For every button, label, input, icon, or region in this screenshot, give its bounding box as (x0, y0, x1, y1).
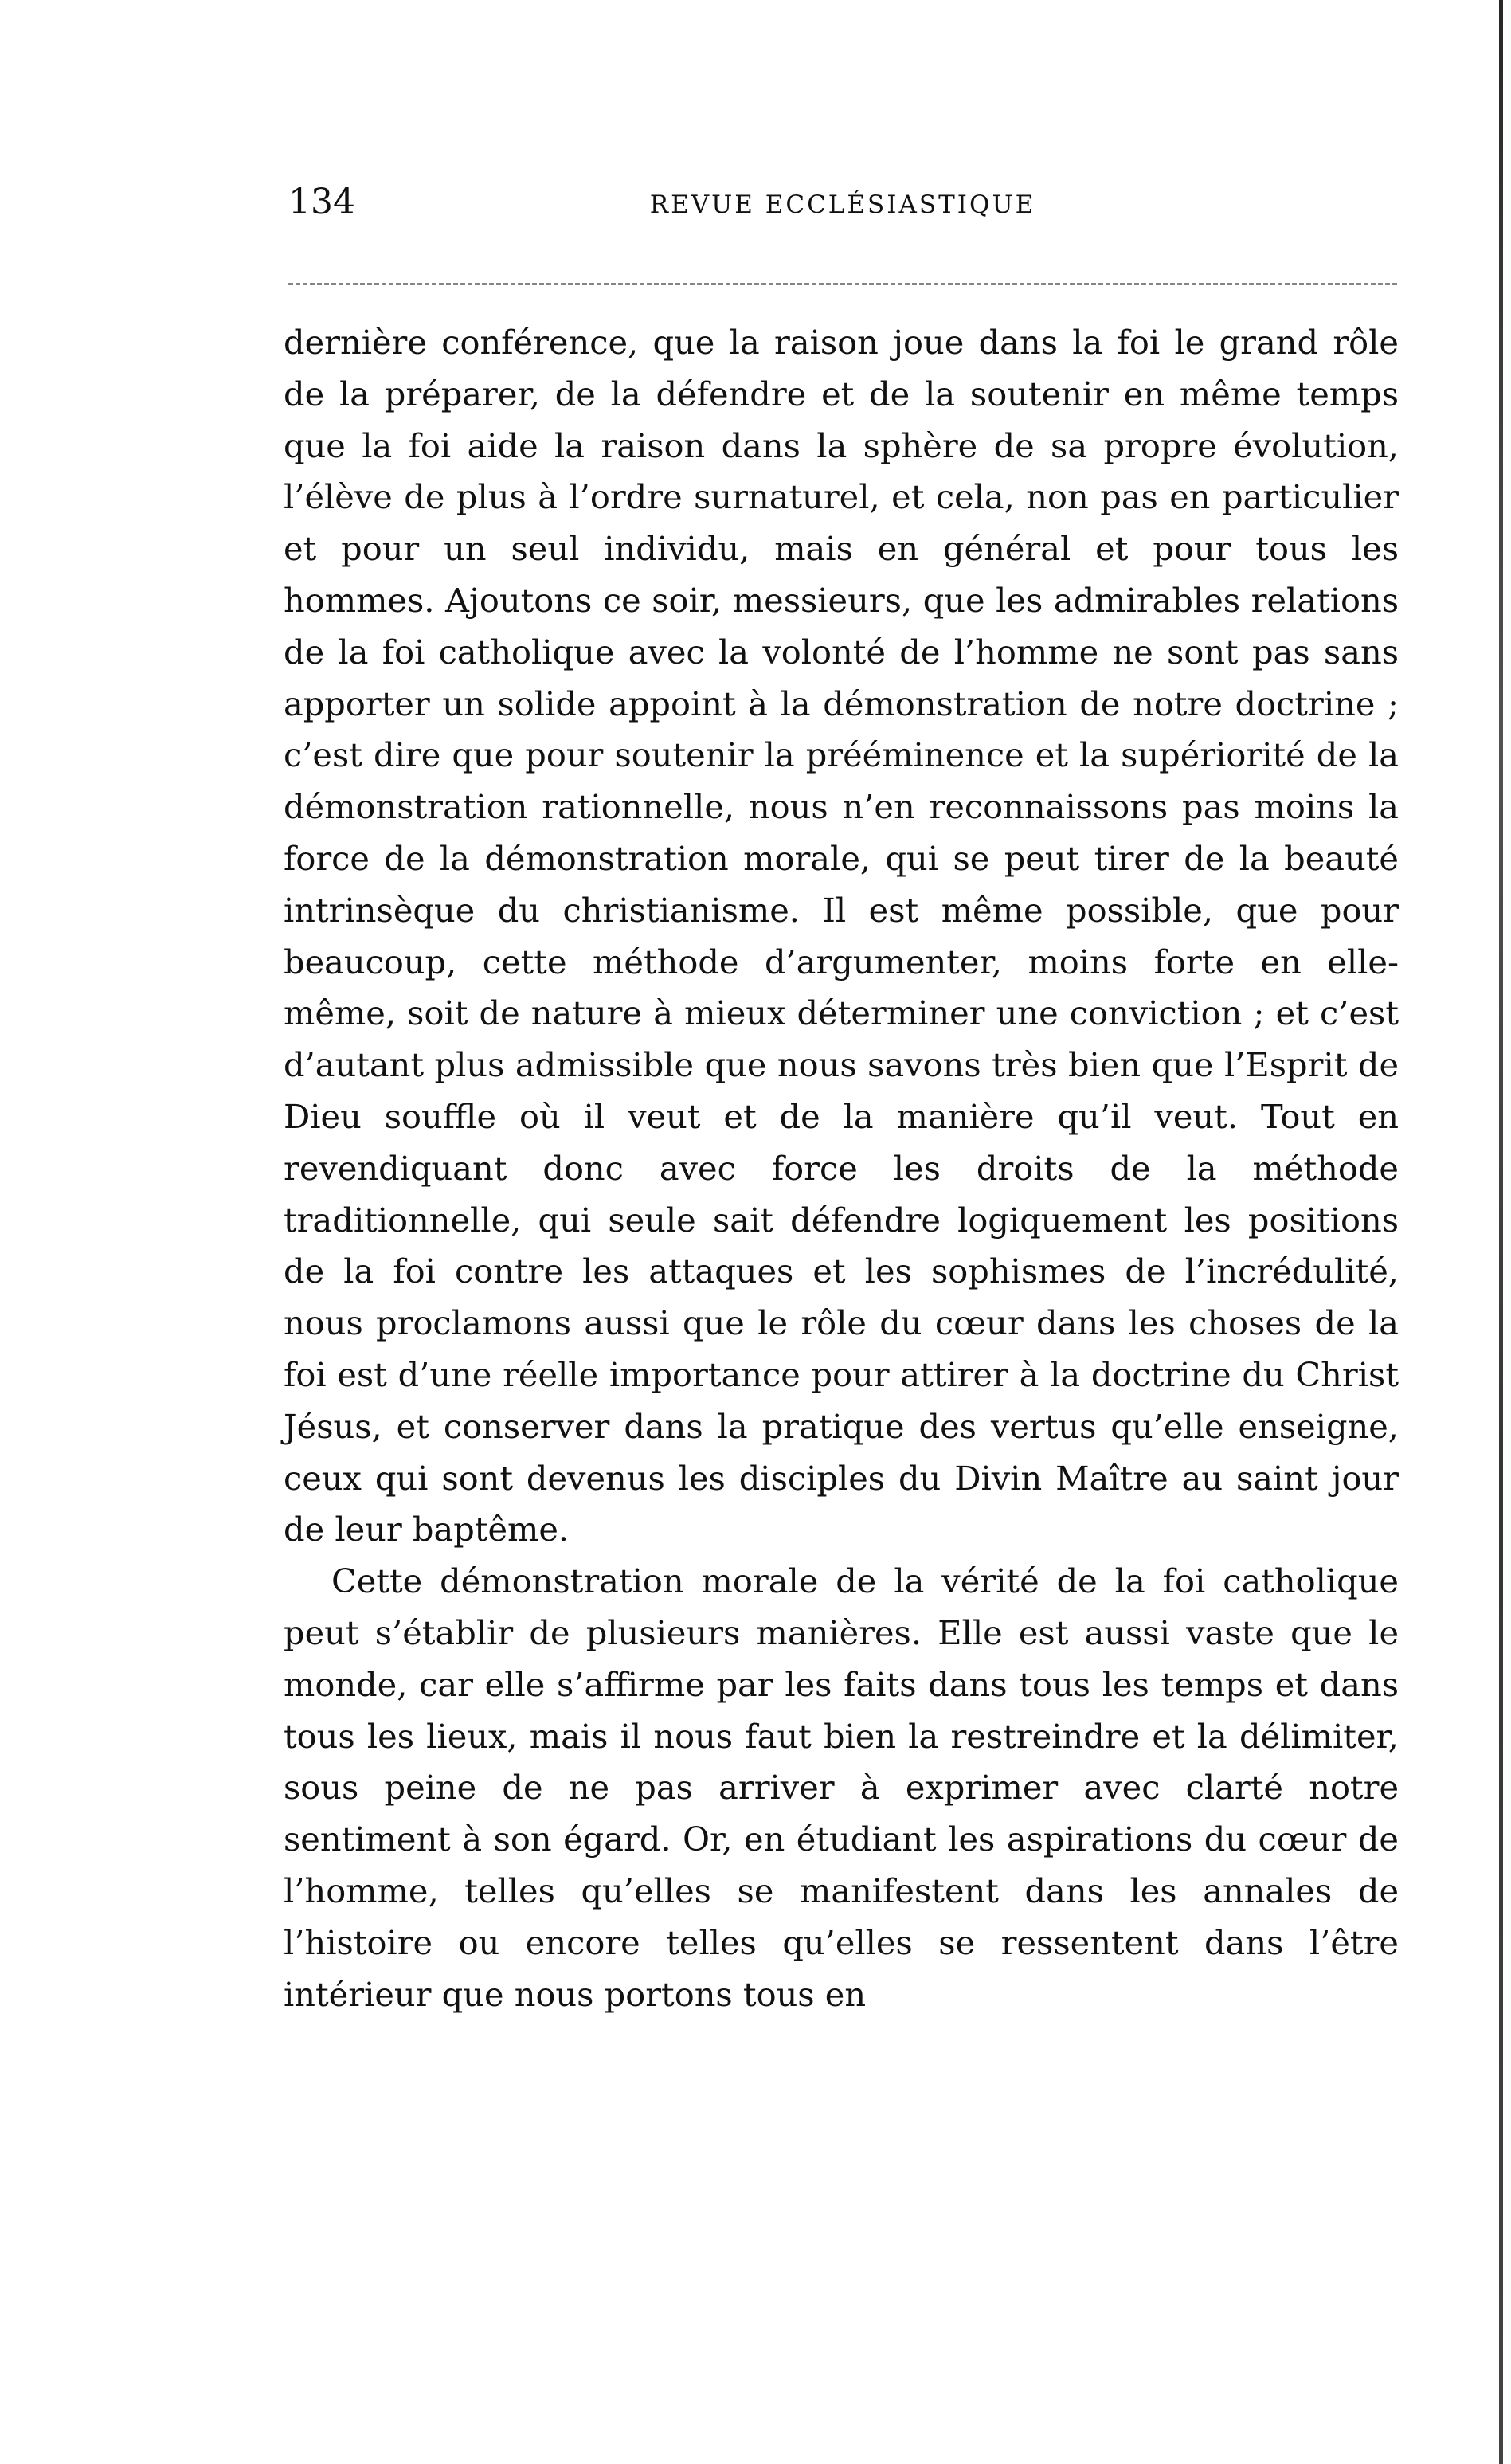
paragraph-2: Cette démonstration morale de la vérité de la foi catholique peut s’établir de plusieurs manières. Elle est aussi vaste que le monde, car elle s’affirme par les faits dans tous les temps et dans tous les lieux, mais il nous faut bien la restreindre et la délimiter, sous peine de ne pas arriver à exprimer avec clarté notre sentiment à son égard. Or, en étudiant les aspirations du cœur de l’homme, telles qu’elles se manifestent dans les annales de l’histoire ou encore telles qu’elles se ressentent dans l’être intérieur que nous portons tous en (284, 1561, 1399, 2014)
body-text (284, 317, 1399, 2020)
running-title: REVUE ECCLÉSIASTIQUE (649, 190, 1036, 219)
page-number: 134 (288, 182, 355, 222)
page-header (288, 182, 1397, 241)
scan-edge (1499, 0, 1503, 2464)
paragraph-1: dernière conférence, que la raison joue dans la foi le grand rôle de la préparer, de la défendre et de la soutenir en même temps que la foi aide la raison dans la sphère de sa propre évolution, l’élève de plus à l’ordre surnaturel, et cela, non pas en particulier et pour un seul individu, mais en général et pour tous les hommes. Ajoutons ce soir, messieurs, que les admirables relations de la foi catholique avec la volonté de l’homme ne sont pas sans apporter un solide appoint à la démonstration de notre doctrine ; c’est dire que pour soutenir la prééminence et la supériorité de la démonstration rationnelle, nous n’en reconnaissons pas moins la force de la démonstration morale, qui se peut tirer de la beauté intrinsèque du christianisme. Il est même possible, que pour beaucoup, cette méthode d’argumenter, moins forte en elle-même, soit de nature à mieux déterminer une conviction ; et c’est d’autant plus admissible que nous savons très bien que l’Esprit de Dieu souffle où il veut et de la manière qu’il veut. Tout en revendiquant donc avec force les droits de la méthode traditionnelle, qui seule sait défendre logiquement les positions de la foi contre les attaques et les sophismes de l’incrédulité, nous proclamons aussi que le rôle du cœur dans les choses de la foi est d’une réelle importance pour attirer à la doctrine du Christ Jésus, et conserver dans la pratique des vertus qu’elle enseigne, ceux qui sont devenus les disciples du Divin Maître au saint jour de leur baptême. (284, 323, 1399, 1549)
header-rule (288, 283, 1397, 285)
